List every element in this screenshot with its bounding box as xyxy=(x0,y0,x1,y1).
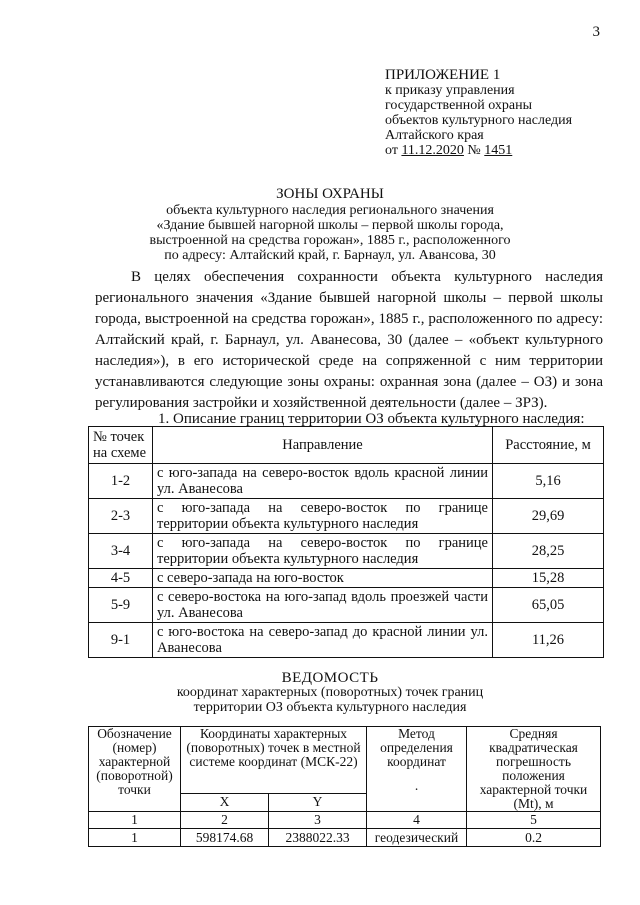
appendix-title: ПРИЛОЖЕНИЕ 1 xyxy=(385,67,501,83)
row-num: 4-5 xyxy=(89,569,153,588)
header-designation: Обозначение (номер) характерной (поворотной) точки xyxy=(89,727,181,812)
zones-subtitle-line: «Здание бывшей нагорной школы – первой школы города, xyxy=(156,218,504,233)
zones-subtitle xyxy=(60,203,600,263)
appendix-line: к приказу управления xyxy=(385,83,515,98)
coords-row xyxy=(89,829,601,847)
table-row xyxy=(89,534,604,569)
header-distance: Расстояние, м xyxy=(493,427,604,464)
coordinates-table xyxy=(88,726,601,847)
header-method xyxy=(367,727,467,812)
order-date: 11.12.2020 xyxy=(401,143,464,158)
row-num: 9-1 xyxy=(89,623,153,658)
table-row xyxy=(89,623,604,658)
vedomost-title: ВЕДОМОСТЬ xyxy=(281,670,379,686)
coords-accuracy: 0.2 xyxy=(467,829,601,847)
row-distance: 29,69 xyxy=(493,499,604,534)
zones-subtitle-line: выстроенной на средства горожан», 1885 г., расположенного xyxy=(149,233,511,248)
appendix-line: объектов культурного наследия xyxy=(385,113,573,128)
appendix-header xyxy=(385,68,625,158)
appendix-line: государственной охраны xyxy=(385,98,533,113)
col-number: 5 xyxy=(467,812,601,829)
header-method-mark: . xyxy=(414,778,419,793)
header-method-label: Метод определения координат xyxy=(380,726,453,769)
row-direction: с юго-востока на северо-запад до красной линии ул. Аванесова xyxy=(153,623,493,658)
vedomost-subtitle-line: территории ОЗ объекта культурного наследия xyxy=(193,700,467,715)
intro-paragraph: В целях обеспечения сохранности объекта культурного наследия регионального значения «Здание бывшей нагорной школы – первой школы города, выстроенной на средства горожан», 1885 г., расположенного по адресу: Алтайский край, г. Барнаул, ул. Аванесова, 30 (далее – «объект культурного наследия»), в его исторической среде на сопряженной с ним территории устанавливаются следующие зоны охраны: охранная зона (далее – ОЗ) и зона регулирования застройки и хозяйственной деятельности (далее – ЗРЗ). xyxy=(95,269,603,411)
zones-title: ЗОНЫ ОХРАНЫ xyxy=(276,186,384,202)
header-coords: Координаты характерных (поворотных) точек в местной системе координат (МСК-22) xyxy=(181,727,367,794)
row-distance: 65,05 xyxy=(493,588,604,623)
header-y: Y xyxy=(269,793,367,811)
coords-method: геодезический xyxy=(367,829,467,847)
vedomost-subtitle-line: координат характерных (поворотных) точек границ xyxy=(176,685,484,700)
order-prefix: от xyxy=(385,143,398,158)
order-number: 1451 xyxy=(484,143,513,158)
header-direction: Направление xyxy=(153,427,493,464)
row-num: 1-2 xyxy=(89,464,153,499)
appendix-line: Алтайского края xyxy=(385,128,484,143)
row-num: 5-9 xyxy=(89,588,153,623)
header-num: № точек на схеме xyxy=(89,427,153,464)
row-direction: с юго-запада на северо-восток по границе территории объекта культурного наследия xyxy=(153,499,493,534)
header-accuracy: Средняя квадратическая погрешность положения характерной точки (Mt), м xyxy=(467,727,601,812)
coords-header-row xyxy=(89,727,601,794)
row-distance: 28,25 xyxy=(493,534,604,569)
order-line xyxy=(385,143,625,158)
row-direction: с юго-запада на северо-восток по границе территории объекта культурного наследия xyxy=(153,534,493,569)
row-num: 2-3 xyxy=(89,499,153,534)
row-direction: с юго-запада на северо-восток вдоль красной линии ул. Аванесова xyxy=(153,464,493,499)
col-number: 2 xyxy=(181,812,269,829)
col-number: 3 xyxy=(269,812,367,829)
col-number: 4 xyxy=(367,812,467,829)
row-num: 3-4 xyxy=(89,534,153,569)
coords-column-numbers-row xyxy=(89,812,601,829)
table-row xyxy=(89,499,604,534)
row-direction: с северо-запада на юго-восток xyxy=(153,569,493,588)
row-distance: 15,28 xyxy=(493,569,604,588)
table-row xyxy=(89,569,604,588)
header-x: X xyxy=(181,793,269,811)
zones-subtitle-line: по адресу: Алтайский край, г. Барнаул, ул. Авансова, 30 xyxy=(164,248,496,263)
page-number: 3 xyxy=(592,24,600,40)
table-row xyxy=(89,588,604,623)
table-row xyxy=(89,464,604,499)
coords-point: 1 xyxy=(89,829,181,847)
col-number: 1 xyxy=(89,812,181,829)
table-header-row xyxy=(89,427,604,464)
row-distance: 11,26 xyxy=(493,623,604,658)
vedomost-subtitle xyxy=(60,685,600,715)
zones-subtitle-line: объекта культурного наследия регионального значения xyxy=(166,203,494,218)
row-distance: 5,16 xyxy=(493,464,604,499)
coords-x: 598174.68 xyxy=(181,829,269,847)
boundary-table xyxy=(88,426,604,658)
section1-caption: 1. Описание границ территории ОЗ объекта культурного наследия: xyxy=(158,411,585,427)
order-number-sign: № xyxy=(467,143,481,158)
row-direction: с северо-востока на юго-запад вдоль проезжей части ул. Аванесова xyxy=(153,588,493,623)
coords-y: 2388022.33 xyxy=(269,829,367,847)
